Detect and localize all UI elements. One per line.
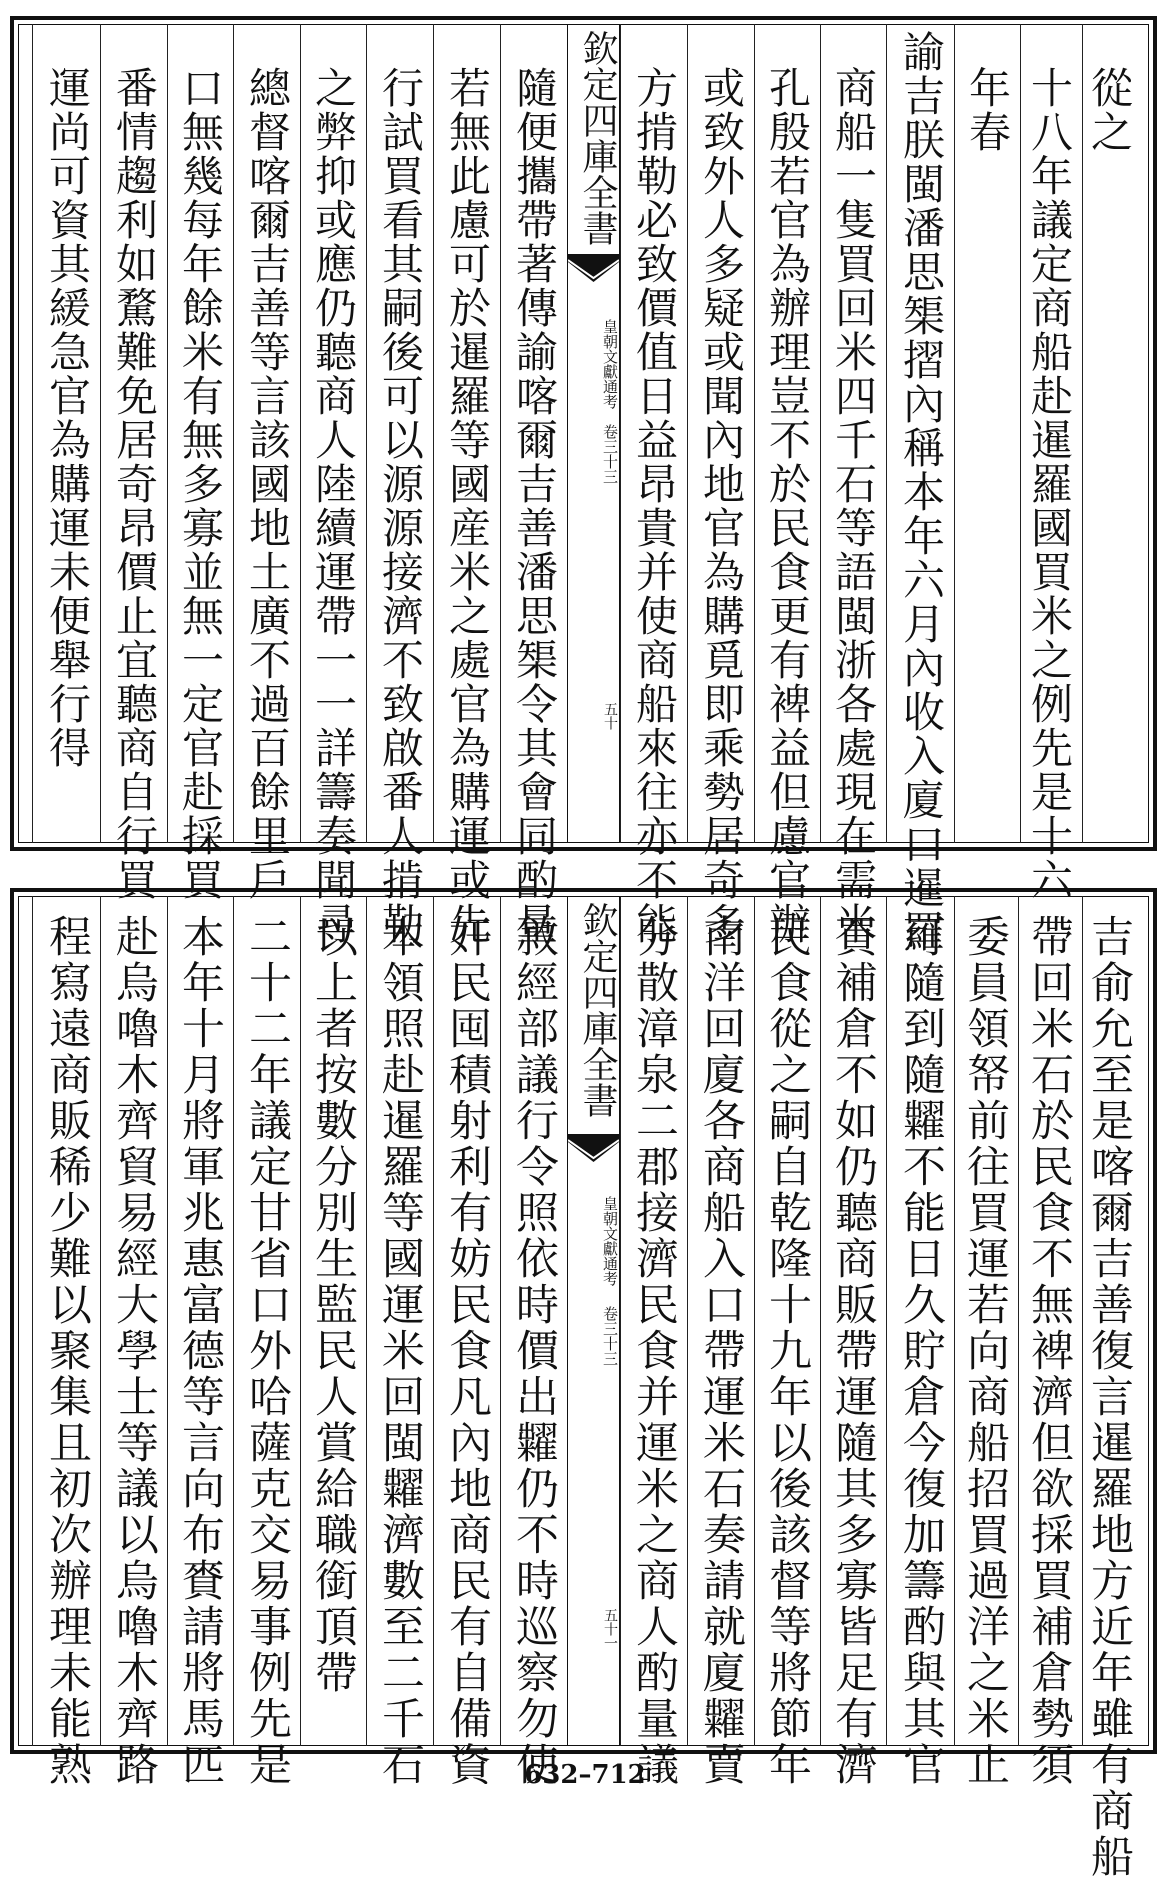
text-column	[167, 896, 233, 1788]
page-top	[10, 16, 1157, 954]
folio-number: 五十一	[602, 1608, 618, 1650]
column-text: 或致外人多疑或聞內地官為購覓即乘勢居奇多	[697, 66, 746, 946]
text-column	[500, 24, 567, 946]
book-title: 皇朝文獻通考	[601, 319, 619, 409]
column-text: 從之	[1085, 66, 1134, 154]
page-number: 632–712	[524, 1760, 646, 1790]
column-text: 以上者按數分別生監民人賞給職銜頂帶	[308, 914, 358, 1696]
text-column	[687, 24, 754, 946]
text-column	[366, 896, 433, 1788]
text-column	[754, 24, 820, 946]
fish-tail-ornament	[568, 254, 619, 282]
column-text: 本年十月將軍兆惠富德等言向布賚請將馬匹	[175, 914, 225, 1788]
column-text: 口無幾每年餘米有無多寡並無一定官赴採買	[176, 66, 225, 902]
text-column	[100, 896, 167, 1788]
column-text: 總督喀爾吉善等言該國地土廣不過百餘里戶	[243, 66, 292, 902]
folio-number: 五十	[602, 702, 618, 730]
text-column	[32, 896, 100, 1788]
column-text: 本領照赴暹羅等國運米回閩糶濟數至二千石	[375, 914, 425, 1788]
fold-title: 欽定四庫全書	[577, 902, 618, 1118]
column-text: 隨便攜帶著傳諭喀爾吉善潘思榘令其會同酌量	[510, 66, 559, 946]
column-text: 民食從之嗣自乾隆十九年以後該督等將節年	[762, 914, 812, 1788]
center-fold	[567, 24, 620, 843]
fish-tail-ornament	[568, 1134, 619, 1162]
book-title: 皇朝文獻通考	[601, 1196, 619, 1286]
text-column	[1018, 896, 1082, 1788]
text-column	[687, 896, 754, 1788]
volume-label: 卷三十三	[601, 424, 619, 484]
text-column	[754, 896, 820, 1788]
text-column	[886, 24, 954, 954]
text-column	[1082, 896, 1142, 1880]
column-text: 番情趨利如騖難免居奇昂價止宜聽商自行買	[110, 66, 159, 902]
center-fold	[567, 896, 620, 1746]
column-text: 十八年議定商船赴暹羅國買米之例先是十六	[1025, 66, 1074, 902]
column-text: 可隨到隨糶不能日久貯倉今復加籌酌與其官	[896, 914, 946, 1788]
text-column	[1020, 24, 1082, 902]
text-column	[620, 896, 687, 1788]
text-column	[1082, 24, 1142, 843]
column-text: 分散漳泉二郡接濟民食并運米之商人酌量議	[629, 914, 679, 1788]
column-text: 行試買看其嗣後可以源源接濟不致啟番人掯勒	[376, 66, 425, 946]
column-text: 若無此慮可於暹羅等國産米之處官為購運或先	[443, 66, 492, 946]
volume-label: 卷三十三	[601, 1306, 619, 1366]
text-column	[620, 24, 687, 946]
column-text: 敘經部議行令照依時價出糶仍不時巡察勿使	[509, 914, 559, 1788]
text-column	[233, 896, 300, 1788]
column-text: 諭吉朕閩潘思榘摺內稱本年六月內收入廈口暹羅	[897, 30, 946, 954]
text-column	[820, 896, 886, 1788]
column-text: 之弊抑或應仍聽商人陸續運帶一一詳籌奏聞尋	[309, 66, 358, 946]
column-text: 年春	[963, 66, 1012, 154]
column-text: 吉俞允至是喀爾吉善復言暹羅地方近年雖有商船	[1084, 914, 1134, 1880]
column-text: 二十二年議定甘省口外哈薩克交易事例先是	[242, 914, 292, 1788]
column-text: 方掯勒必致價值日益昂貴并使商船來往亦不能	[630, 66, 679, 946]
text-column	[366, 24, 433, 946]
text-column	[300, 896, 366, 1746]
text-column	[233, 24, 300, 902]
column-text: 帶回米石於民食不無裨濟但欲採買補倉勢須	[1024, 914, 1074, 1788]
column-text: 南洋回廈各商船入口帶運米石奏請就廈糶賣	[696, 914, 746, 1788]
column-text: 買補倉不如仍聽商販帶運隨其多寡皆足有濟	[828, 914, 878, 1788]
text-column	[820, 24, 886, 946]
column-text: 運尚可資其緩急官為購運未便舉行得	[43, 66, 92, 770]
text-column	[300, 24, 366, 946]
text-column	[100, 24, 167, 902]
text-column	[954, 24, 1020, 843]
text-column	[167, 24, 233, 902]
text-column	[433, 24, 500, 946]
text-column	[886, 896, 954, 1788]
column-text: 奸民囤積射利有妨民食凡內地商民有自備資	[442, 914, 492, 1788]
column-text: 委員領帑前往買運若向商船招買過洋之米止	[960, 914, 1010, 1788]
column-text: 孔殷若官為辦理豈不於民食更有裨益但慮官辦	[763, 66, 812, 946]
text-column	[32, 24, 100, 843]
column-text: 赴烏嚕木齊貿易經大學士等議以烏嚕木齊路	[109, 914, 159, 1788]
column-text: 商船一隻買回米四千石等語閩浙各處現在需米	[829, 66, 878, 946]
column-text: 程寫遠商販稀少難以聚集且初次辦理未能熟	[42, 914, 92, 1788]
text-column	[954, 896, 1018, 1788]
fold-title: 欽定四庫全書	[577, 30, 618, 246]
text-column	[433, 896, 500, 1788]
text-column	[500, 896, 567, 1788]
